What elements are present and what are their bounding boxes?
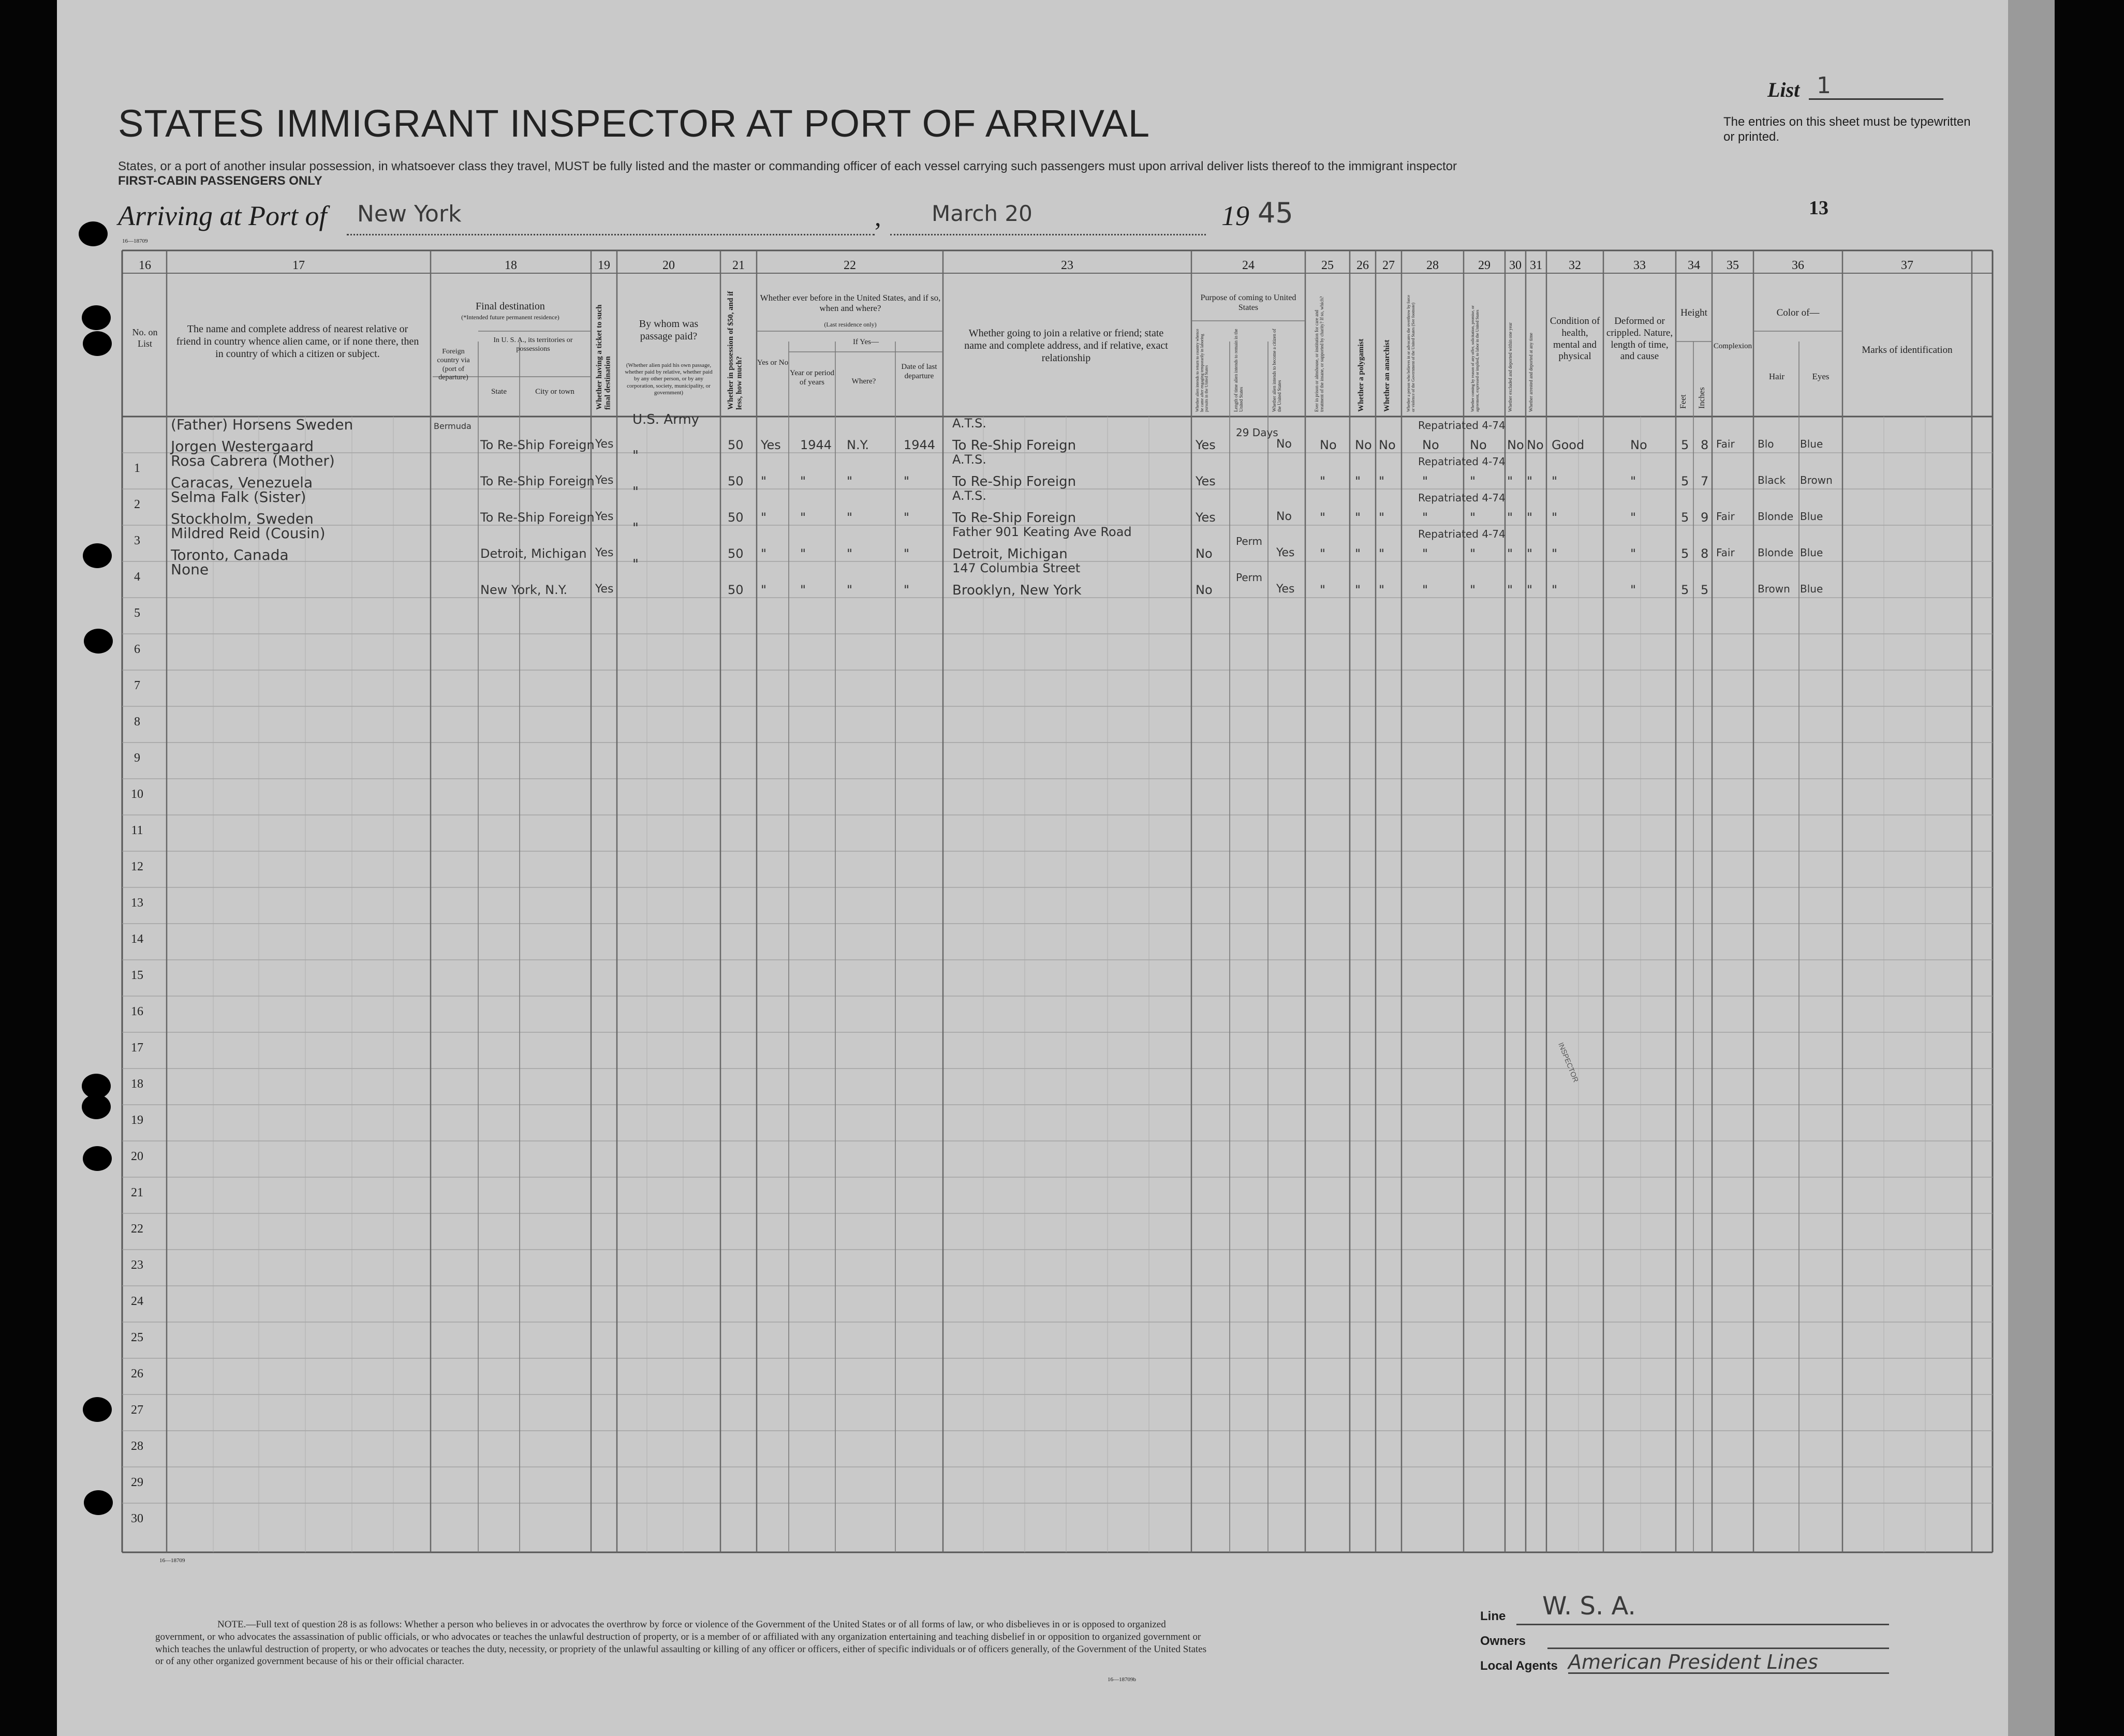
header-col-18-state: State	[491, 388, 507, 396]
list-underline	[1809, 98, 1943, 100]
cell-join-a: A.T.S.	[952, 488, 986, 503]
cell-relative-a: Selma Falk (Sister)	[171, 488, 306, 506]
row-number: 30	[131, 1512, 143, 1525]
cell-inches: 5	[1701, 583, 1709, 597]
cell-deported: Repatriated 4-74	[1418, 492, 1506, 504]
row-number: 24	[131, 1295, 143, 1308]
cell-relative-b: Toronto, Canada	[171, 546, 289, 563]
cell-money: 50	[728, 583, 744, 597]
cell-health: Good	[1552, 438, 1585, 452]
cell-c30: No	[1507, 438, 1524, 452]
header-col-33: Deformed or crippled. Nature, length of time, and cause	[1606, 316, 1673, 362]
row-number: 23	[131, 1258, 143, 1272]
cell-c28: "	[1422, 474, 1428, 488]
col-num-23: 23	[1061, 259, 1073, 272]
cell-join-b: Brooklyn, New York	[952, 583, 1082, 598]
row-number: 4	[134, 570, 140, 584]
cell-money: 50	[728, 510, 744, 525]
cell-c25: "	[1320, 583, 1326, 597]
cell-feet: 5	[1681, 438, 1689, 452]
cell-deported: Repatriated 4-74	[1418, 528, 1506, 540]
cell-date: "	[904, 546, 910, 561]
cell-deported: Repatriated 4-74	[1418, 455, 1506, 468]
cell-join-b: To Re-Ship Foreign	[952, 438, 1076, 453]
row-number: 14	[131, 932, 143, 946]
cell-paid: "	[632, 484, 639, 500]
cell-complexion: Fair	[1716, 510, 1735, 523]
cell-paid: "	[632, 521, 639, 536]
cell-year: 1944	[800, 438, 832, 452]
cell-before: "	[761, 546, 767, 561]
cell-ticket: Yes	[595, 438, 614, 451]
header-col-18-sub: (*Intended future permanent residence)	[461, 314, 559, 321]
row-number: 29	[131, 1476, 143, 1489]
cell-complexion: Fair	[1716, 546, 1735, 559]
cell-c30: "	[1507, 546, 1513, 561]
cell-c24c: Yes	[1276, 583, 1295, 596]
cell-c26: "	[1355, 546, 1361, 561]
owners-underline	[1547, 1648, 1889, 1649]
cell-c26: "	[1355, 583, 1361, 597]
cell-c25: "	[1320, 510, 1326, 525]
col-num-36: 36	[1792, 259, 1804, 272]
page-number: 13	[1809, 197, 1828, 219]
col-num-31: 31	[1530, 259, 1542, 272]
cell-deformed: "	[1630, 546, 1636, 561]
punch-hole	[83, 331, 112, 356]
cell-c28: "	[1422, 510, 1428, 525]
line-label: Line	[1480, 1609, 1506, 1623]
row-number: 7	[134, 679, 140, 692]
cell-eyes: Blue	[1800, 510, 1823, 523]
header-col-30: Whether excluded and deported within one year	[1508, 322, 1513, 412]
cell-c31: "	[1527, 583, 1533, 597]
header-col-17: The name and complete address of nearest relative or friend in country whence alien came, or if none there, then in country of which a citizen or subject.	[176, 323, 419, 360]
header-col-24-c: Whether alien intends to become a citizen of the United States	[1272, 329, 1282, 412]
row-number: 9	[134, 751, 140, 765]
cell-ticket: Yes	[595, 546, 614, 559]
agents-value: American President Lines	[1568, 1651, 1818, 1673]
header-col-34: Height	[1680, 307, 1707, 318]
cell-c24b: 29 Days	[1236, 426, 1278, 439]
header-col-24-b: Length of time alien intends to remain in the United States	[1233, 329, 1244, 412]
cell-state: To Re-Ship Foreign	[480, 510, 595, 525]
form-code-top: 16—18709	[122, 238, 148, 244]
header-col-21: Whether in possession of $50, and if less, how much?	[727, 291, 744, 410]
row-number: 13	[131, 896, 143, 910]
cell-purpose: No	[1196, 546, 1213, 561]
cell-c24b: Perm	[1236, 571, 1263, 584]
cell-state: To Re-Ship Foreign	[480, 438, 595, 452]
typewritten-note: The entries on this sheet must be typewritten or printed.	[1723, 115, 1971, 144]
col-num-18: 18	[505, 259, 517, 272]
header-no-on-list: No. on List	[132, 327, 158, 349]
cell-complexion: Fair	[1716, 438, 1735, 450]
row-number: 26	[131, 1367, 143, 1381]
cell-feet: 5	[1681, 583, 1689, 597]
cell-c27: "	[1379, 546, 1385, 561]
cell-eyes: Blue	[1800, 438, 1823, 450]
cell-c29: "	[1470, 510, 1476, 525]
cell-c29: "	[1470, 583, 1476, 597]
cell-relative-b: Caracas, Venezuela	[171, 474, 313, 491]
cell-hair: Blo	[1758, 438, 1774, 450]
list-value: 1	[1817, 72, 1831, 99]
header-col-37: Marks of identification	[1862, 345, 1953, 355]
cell-purpose: Yes	[1196, 474, 1216, 488]
year-suffix: 45	[1258, 197, 1293, 229]
header-col-26: Whether a polygamist	[1357, 338, 1365, 412]
header-col-27: Whether an anarchist	[1383, 339, 1391, 412]
col-num-30: 30	[1509, 259, 1522, 272]
cell-c24c: No	[1276, 510, 1292, 523]
row-number: 21	[131, 1186, 143, 1199]
cell-c31: "	[1527, 474, 1533, 488]
cell-c24c: Yes	[1276, 546, 1295, 559]
cell-date: "	[904, 510, 910, 525]
cell-c29: "	[1470, 474, 1476, 488]
cell-year: "	[800, 546, 806, 561]
col-num-22: 22	[844, 259, 856, 272]
cell-date: "	[904, 583, 910, 597]
cell-c25: "	[1320, 546, 1326, 561]
cell-purpose: Yes	[1196, 510, 1216, 525]
cell-money: 50	[728, 546, 744, 561]
cell-c27: "	[1379, 583, 1385, 597]
cell-paid: U.S. Army	[632, 412, 700, 427]
cell-inches: 7	[1701, 474, 1709, 488]
cell-health: "	[1552, 474, 1558, 488]
header-col-22-ifyes: If Yes—	[852, 338, 879, 346]
header-col-22-sub: (Last residence only)	[824, 321, 877, 328]
cell-year: "	[800, 474, 806, 488]
line-value: W. S. A.	[1542, 1592, 1636, 1621]
row-number: 17	[131, 1041, 143, 1055]
cell-hair: Blonde	[1758, 510, 1794, 523]
header-col-24-a: Whether alien intends to return to country whence he came after engaging temporarily in laboring pursuits in the United States	[1195, 329, 1209, 412]
cell-deported: Repatriated 4-74	[1418, 419, 1506, 432]
col-num-34: 34	[1688, 259, 1700, 272]
cell-where: "	[847, 546, 853, 561]
row-number: 22	[131, 1222, 143, 1236]
col-num-35: 35	[1727, 259, 1739, 272]
col-num-32: 32	[1569, 259, 1581, 272]
cell-money: 50	[728, 438, 744, 452]
cell-state: Detroit, Michigan	[480, 546, 587, 561]
cell-date: "	[904, 474, 910, 488]
cell-paid: "	[632, 448, 639, 464]
cell-join-a: A.T.S.	[952, 416, 986, 431]
cell-c28: "	[1422, 546, 1428, 561]
sheet-edge	[2008, 0, 2055, 1736]
cell-year: "	[800, 510, 806, 525]
header-col-18-title: Final destination	[476, 301, 545, 312]
cell-c24b: Perm	[1236, 535, 1263, 547]
header-col-36-eyes: Eyes	[1812, 372, 1830, 381]
cell-before: Yes	[761, 438, 781, 452]
punch-hole	[82, 305, 111, 330]
header-col-28: Whether a person who believes in or advocates the overthrow by force or violence of the Government of the United States (See footnote)	[1406, 295, 1415, 412]
cell-state: To Re-Ship Foreign	[480, 474, 595, 488]
cell-year: "	[800, 583, 806, 597]
date-underline	[890, 234, 1206, 235]
row-number: 28	[131, 1440, 143, 1453]
row-number: 12	[131, 860, 143, 873]
header-col-34-inches: Inches	[1698, 387, 1706, 409]
row-number: 27	[131, 1403, 143, 1417]
cell-health: "	[1552, 583, 1558, 597]
cell-deformed: "	[1630, 510, 1636, 525]
cell-deformed: No	[1630, 438, 1647, 452]
cell-c27: No	[1379, 438, 1396, 452]
class-label: FIRST-CABIN PASSENGERS ONLY	[118, 174, 322, 188]
inspector-stamp: INSPECTOR	[1557, 1041, 1581, 1084]
port-underline	[347, 234, 875, 235]
col-num-24: 24	[1242, 259, 1255, 272]
cell-inches: 9	[1701, 510, 1709, 525]
cell-c27: "	[1379, 474, 1385, 488]
cell-deformed: "	[1630, 583, 1636, 597]
row-number: 15	[131, 969, 143, 982]
cell-eyes: Blue	[1800, 583, 1823, 595]
col-num-33: 33	[1633, 259, 1646, 272]
cell-c29: "	[1470, 546, 1476, 561]
header-col-18-usa: In U. S. A., its territories or possessions	[493, 336, 573, 353]
cell-c30: "	[1507, 474, 1513, 488]
cell-where: "	[847, 510, 853, 525]
col-num-27: 27	[1382, 259, 1395, 272]
agents-label: Local Agents	[1480, 1659, 1558, 1673]
cell-hair: Black	[1758, 474, 1786, 486]
port-value: New York	[357, 201, 462, 227]
header-col-29: Whether coming by reason of any offer, solicitation, promise, or agreement, expressed or implied, to labor in the United States	[1470, 305, 1480, 412]
cell-c26: No	[1355, 438, 1372, 452]
footnote-question-28: NOTE.—Full text of question 28 is as follows: Whether a person who believes in or advocates the overthrow by force or violence of the Government of the United States or of all forms of law, or who disbelieves in or is opposed to organized government, or who advocates the assassination of public officials, or who advocates or teaches the unlawful destruction of property, or is a member of or affiliated with any organization entertaining and teaching disbelief in or opposition to organized government or which teaches the unlawful destruction of property, or who advocates or teaches the duty, necessity, or propriety of the unlawful assaulting or killing of any officer or officers, either of specific individuals or of officers generally, of the Government of the United States or of any other organized government because of his or their official character.	[155, 1619, 1207, 1667]
header-col-18-city: City or town	[535, 388, 574, 396]
header-col-23: Whether going to join a relative or friend; state name and complete address, and if relative, exact relationship	[964, 328, 1168, 364]
cell-c27: "	[1379, 510, 1385, 525]
header-col-34-feet: Feet	[1679, 394, 1688, 409]
cell-feet: 5	[1681, 510, 1689, 525]
row-number: 25	[131, 1331, 143, 1344]
cell-c29: No	[1470, 438, 1487, 452]
cell-deformed: "	[1630, 474, 1636, 488]
cell-eyes: Blue	[1800, 546, 1823, 559]
cell-before: "	[761, 583, 767, 597]
cell-relative-b: Stockholm, Sweden	[171, 510, 314, 527]
row-number: 16	[131, 1005, 143, 1018]
cell-relative-a: Rosa Cabrera (Mother)	[171, 452, 335, 469]
line-underline	[1516, 1624, 1889, 1625]
row-number: 5	[134, 606, 140, 620]
cell-relative-a: (Father) Horsens Sweden	[171, 416, 353, 433]
cell-inches: 8	[1701, 438, 1709, 452]
col-num-19: 19	[598, 259, 610, 272]
header-col-20-sub: (Whether alien paid his own passage, whether paid by relative, whether paid by any other person, or by any corporation, society, municipality, or government)	[625, 362, 713, 396]
col-num-25: 25	[1321, 259, 1334, 272]
cell-c28: "	[1422, 583, 1428, 597]
arriving-label: Arriving at Port of	[118, 200, 327, 231]
header-col-31: Whether arrested and deported at any time	[1528, 333, 1533, 412]
cell-paid: "	[632, 557, 639, 572]
header-col-22-yesno: Yes or No	[757, 359, 789, 367]
cell-c26: "	[1355, 474, 1361, 488]
punch-hole	[79, 221, 108, 246]
cell-date: 1944	[904, 438, 936, 452]
form-code-note: 16—18709b	[1108, 1676, 1136, 1683]
row-number: 2	[134, 498, 140, 511]
cell-foreign: Bermuda	[434, 421, 471, 431]
col-num-29: 29	[1478, 259, 1491, 272]
cell-c31: No	[1527, 438, 1544, 452]
cell-c31: "	[1527, 546, 1533, 561]
cell-hair: Blonde	[1758, 546, 1794, 559]
cell-join-a: A.T.S.	[952, 452, 986, 467]
cell-eyes: Brown	[1800, 474, 1833, 486]
col-num-16: 16	[139, 259, 151, 272]
col-num-20: 20	[662, 259, 675, 272]
cell-money: 50	[728, 474, 744, 488]
header-col-22-year: Year or period of years	[790, 369, 834, 387]
cell-feet: 5	[1681, 474, 1689, 488]
header-col-24-title: Purpose of coming to United States	[1200, 293, 1296, 313]
cell-c26: "	[1355, 510, 1361, 525]
cell-join-b: To Re-Ship Foreign	[952, 510, 1076, 526]
cell-health: "	[1552, 510, 1558, 525]
header-col-18-foreign: Foreign country via (port of departure)	[437, 348, 470, 382]
header-col-22-title: Whether ever before in the United States, and if so, when and where?	[760, 293, 941, 314]
cell-c30: "	[1507, 583, 1513, 597]
list-label: List	[1767, 78, 1800, 101]
col-num-21: 21	[732, 259, 745, 272]
cell-c31: "	[1527, 510, 1533, 525]
row-number: 1	[134, 462, 140, 475]
cell-purpose: Yes	[1196, 438, 1216, 452]
cell-join-b: To Re-Ship Foreign	[952, 474, 1076, 489]
cell-before: "	[761, 474, 767, 488]
cell-before: "	[761, 510, 767, 525]
form-code-bottom: 16—18709	[159, 1557, 185, 1564]
cell-join-a: 147 Columbia Street	[952, 561, 1081, 575]
col-num-37: 37	[1901, 259, 1913, 272]
header-col-32: Condition of health, mental and physical	[1550, 316, 1600, 362]
year-prefix: 19	[1221, 200, 1249, 231]
row-number: 3	[134, 534, 140, 547]
date-value: March 20	[932, 201, 1032, 226]
header-col-36-hair: Hair	[1768, 372, 1785, 381]
cell-where: N.Y.	[847, 438, 869, 452]
header-col-19: Whether having a ticket to such final destination	[595, 304, 612, 410]
punch-hole	[84, 1490, 113, 1515]
row-number: 18	[131, 1077, 143, 1091]
cell-relative-b: Jorgen Westergaard	[171, 438, 314, 455]
header-col-20-title: By whom was passage paid?	[639, 318, 699, 342]
owners-label: Owners	[1480, 1634, 1526, 1648]
header-col-36: Color of—	[1776, 307, 1820, 318]
cell-ticket: Yes	[595, 474, 614, 487]
col-num-26: 26	[1356, 259, 1369, 272]
cell-where: "	[847, 474, 853, 488]
comma: ,	[875, 202, 881, 231]
cell-c30: "	[1507, 510, 1513, 525]
header-col-25: Ever in prison or almshouse, or institution for care and treatment of the insane, or supported by charity? If so, which?	[1314, 296, 1324, 412]
col-num-17: 17	[292, 259, 305, 272]
row-number: 20	[131, 1150, 143, 1163]
cell-c25: "	[1320, 474, 1326, 488]
page-subtitle: States, or a port of another insular possession, in whatsoever class they travel, MUST be fully listed and the master or commanding officer of each vessel carrying such passengers must upon arrival deliver lists thereof to the immigrant inspector	[118, 159, 1457, 173]
cell-state: New York, N.Y.	[480, 583, 568, 597]
cell-ticket: Yes	[595, 510, 614, 523]
row-number: 11	[131, 824, 143, 837]
cell-join-a: Father 901 Keating Ave Road	[952, 525, 1132, 539]
cell-join-b: Detroit, Michigan	[952, 546, 1068, 562]
cell-where: "	[847, 583, 853, 597]
col-num-28: 28	[1426, 259, 1439, 272]
cell-inches: 8	[1701, 546, 1709, 561]
cell-c28: No	[1422, 438, 1439, 452]
row-number: 19	[131, 1114, 143, 1127]
header-col-22-where: Where?	[851, 377, 876, 385]
cell-c25: No	[1320, 438, 1337, 452]
header-col-22-date: Date of last departure	[901, 363, 937, 380]
row-number: 6	[134, 643, 140, 656]
cell-relative-a: Mildred Reid (Cousin)	[171, 525, 326, 542]
row-number: 8	[134, 715, 140, 729]
cell-purpose: No	[1196, 583, 1213, 597]
cell-c24c: No	[1276, 438, 1292, 451]
cell-ticket: Yes	[595, 583, 614, 596]
row-number: 10	[131, 788, 143, 801]
header-col-35: Complexion	[1713, 342, 1752, 350]
page-title: STATES IMMIGRANT INSPECTOR AT PORT OF ARRIVAL	[118, 102, 1151, 145]
cell-health: "	[1552, 546, 1558, 561]
cell-feet: 5	[1681, 546, 1689, 561]
cell-hair: Brown	[1758, 583, 1790, 595]
agents-underline	[1568, 1672, 1889, 1674]
cell-relative-a: None	[171, 561, 209, 578]
